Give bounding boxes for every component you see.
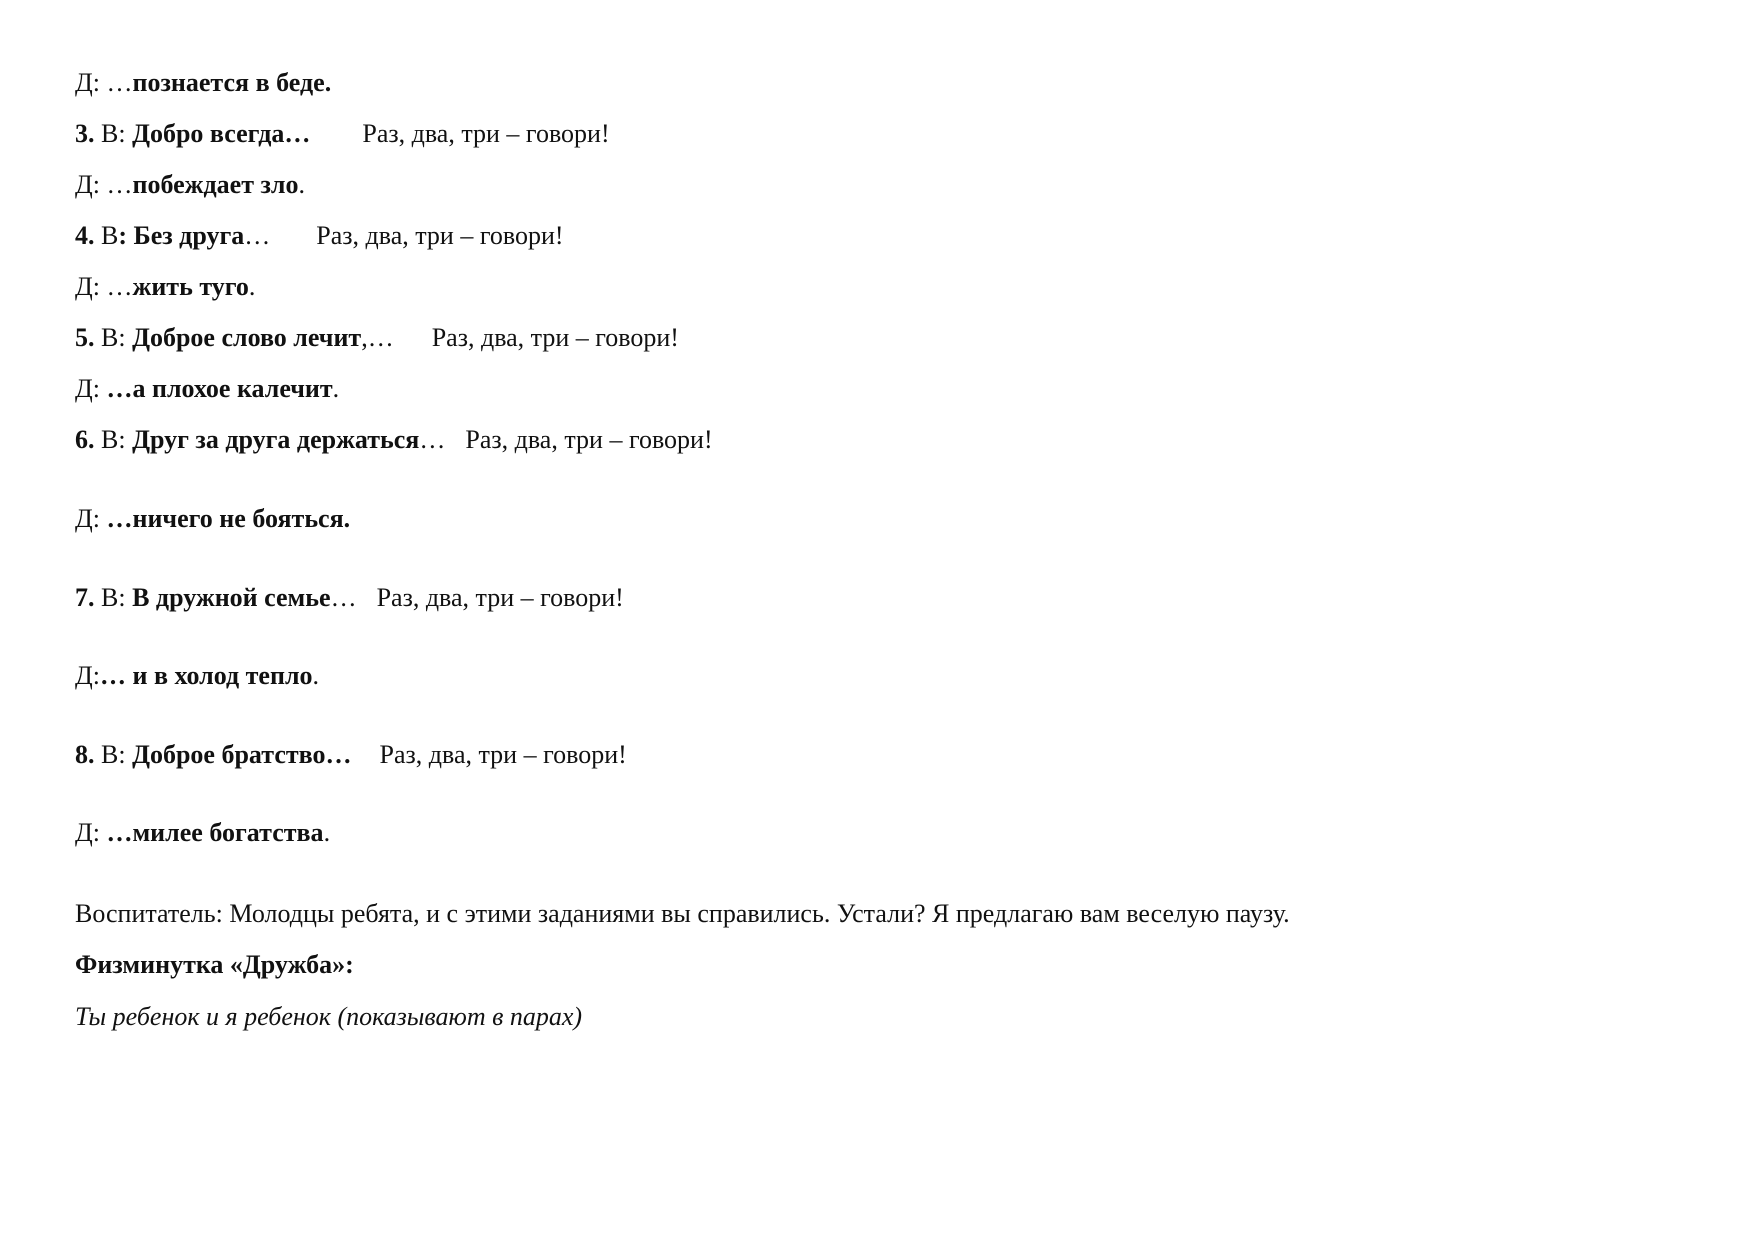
question-ellipsis: ,…: [361, 323, 394, 352]
item-number: 3.: [75, 119, 95, 148]
proverb-answer: …милее богатства: [106, 818, 324, 847]
speaker-label: Д:: [75, 68, 100, 97]
proverb-question: Доброе слово лечит: [132, 323, 362, 352]
speaker-label: В:: [94, 119, 133, 148]
answer-punctuation: .: [332, 374, 340, 403]
answer-line-3: [75, 172, 305, 198]
answer-line-8: [75, 820, 330, 846]
item-number: 7.: [75, 583, 95, 612]
question-line-7: [75, 585, 624, 611]
item-number: 4.: [75, 221, 95, 250]
speaker-label: Д:: [75, 504, 107, 533]
question-line-5: [75, 325, 679, 351]
proverb-answer: побеждает зло: [132, 170, 299, 199]
speaker-label: Д:: [75, 374, 107, 403]
question-line-8: [75, 742, 627, 768]
question-ellipsis: …: [419, 425, 446, 454]
proverb-question: Добро всегда…: [132, 119, 311, 148]
speaker-label: В:: [94, 740, 133, 769]
chant-text: Раз, два, три – говори!: [465, 425, 713, 454]
ellipsis: …: [99, 272, 133, 301]
question-ellipsis: …: [330, 583, 357, 612]
speaker-label: В:: [94, 323, 133, 352]
speaker-label: Д:: [75, 170, 100, 199]
speaker-label: В:: [94, 425, 133, 454]
teacher-line: Воспитатель: Молодцы ребята, и с этими заданиями вы справились. Устали? Я предлагаю вам веселую паузу.: [75, 899, 1290, 928]
chant-text: Раз, два, три – говори!: [431, 323, 679, 352]
answer-line-5: [75, 376, 339, 402]
proverb-answer: … и в холод тепло: [99, 661, 313, 690]
ellipsis: …: [99, 68, 133, 97]
chant-text: Раз, два, три – говори!: [376, 583, 624, 612]
item-number: 5.: [75, 323, 95, 352]
proverb-question: : Без друга: [118, 221, 245, 250]
fizminutka-title: Физминутка «Дружба»:: [75, 950, 354, 979]
speaker-label: В:: [94, 583, 133, 612]
answer-punctuation: .: [323, 818, 331, 847]
question-line-4: [75, 223, 564, 249]
answer-line-7: [75, 663, 319, 689]
proverb-question: Доброе братство…: [132, 740, 352, 769]
proverb-answer: …ничего не бояться.: [106, 504, 351, 533]
question-line-3: [75, 121, 610, 147]
proverb-answer: жить туго: [132, 272, 249, 301]
chant-text: Раз, два, три – говори!: [379, 740, 627, 769]
answer-punctuation: .: [312, 661, 320, 690]
answer-punctuation: .: [298, 170, 305, 199]
speaker-label: В: [94, 221, 119, 250]
chant-text: Раз, два, три – говори!: [362, 119, 610, 148]
item-number: 8.: [75, 740, 95, 769]
ellipsis: …: [99, 170, 133, 199]
proverb-question: В дружной семье: [132, 583, 331, 612]
poem-line: Ты ребенок и я ребенок (показывают в парах): [75, 1002, 583, 1031]
answer-line-6: [75, 506, 350, 532]
answer-punctuation: .: [248, 272, 256, 301]
speaker-label: Д:: [75, 818, 107, 847]
question-line-6: [75, 427, 713, 453]
answer-line-4: [75, 274, 255, 300]
proverb-answer: познается в беде.: [132, 68, 332, 97]
proverb-question: Друг за друга держаться: [132, 425, 420, 454]
question-ellipsis: …: [244, 221, 271, 250]
chant-text: Раз, два, три – говори!: [316, 221, 564, 250]
item-number: 6.: [75, 425, 95, 454]
proverb-answer: …а плохое калечит: [106, 374, 333, 403]
answer-line-2: [75, 70, 331, 96]
speaker-label: Д:: [75, 661, 100, 690]
speaker-label: Д:: [75, 272, 100, 301]
